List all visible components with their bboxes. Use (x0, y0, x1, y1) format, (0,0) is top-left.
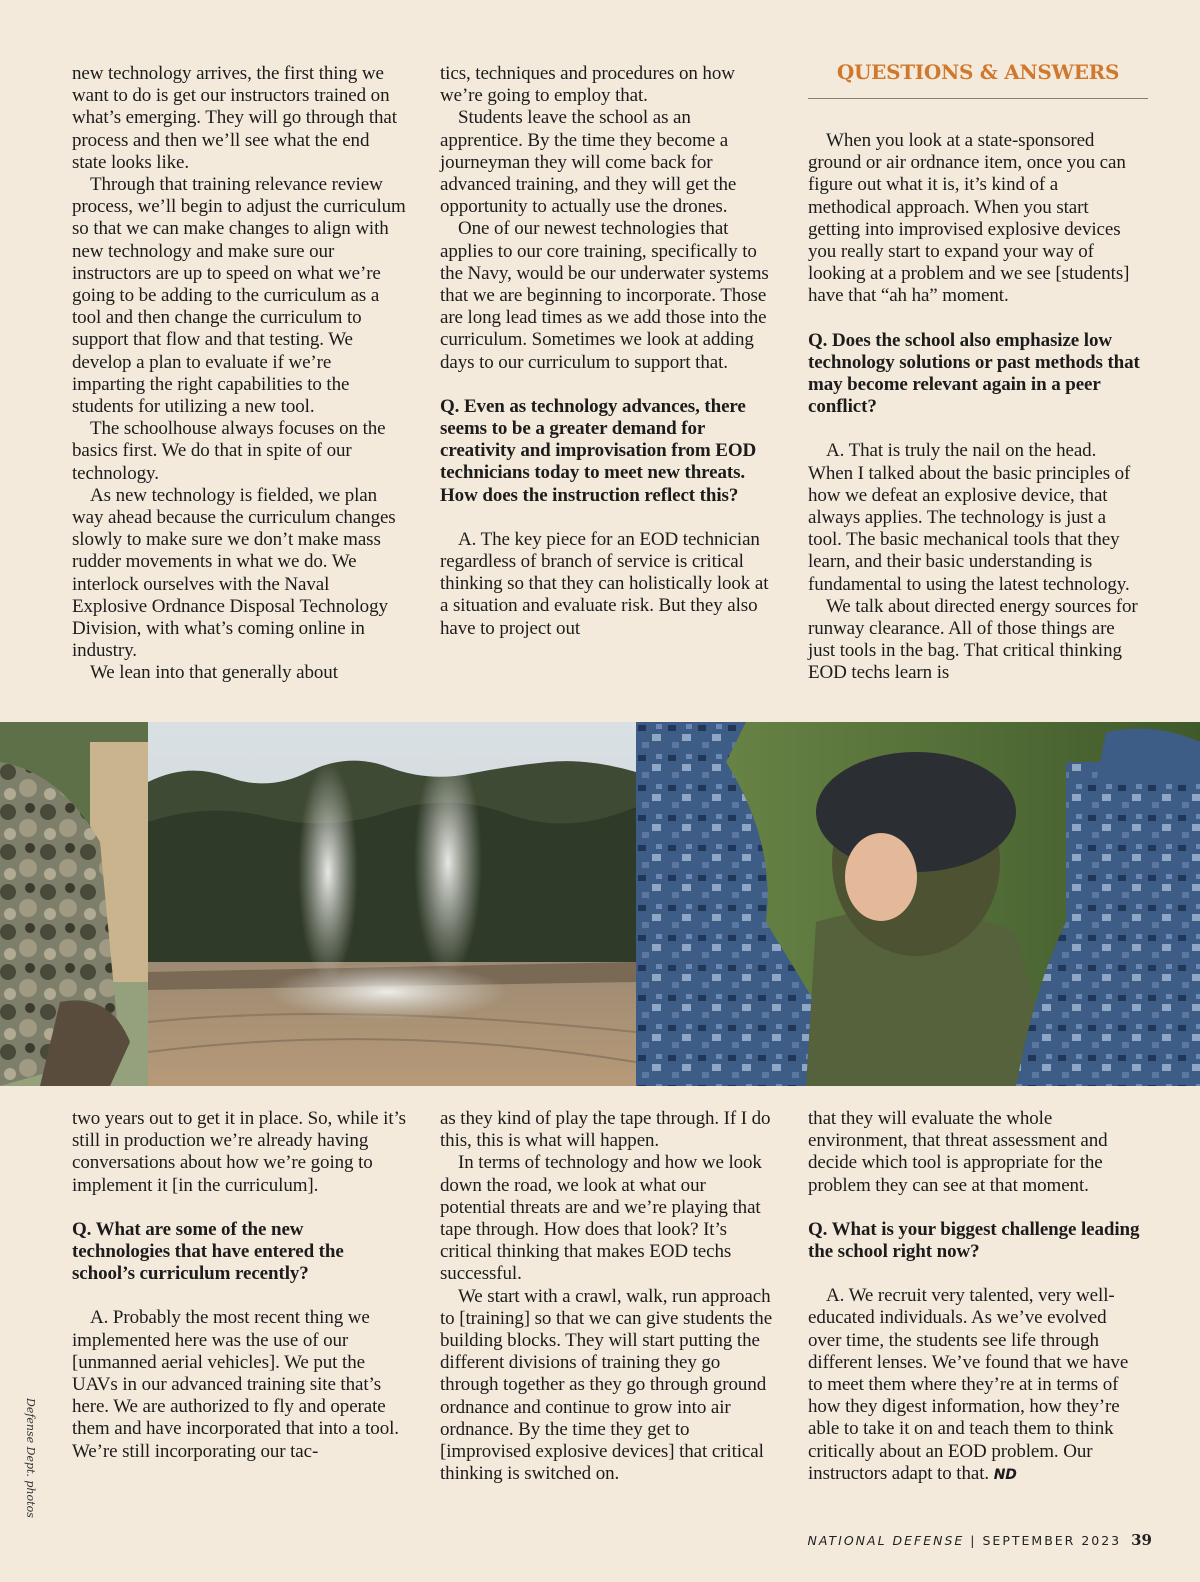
paragraph: Through that training relevance review process, we’ll begin to adjust the curriculum so that we can make changes to align with new technology and make sure our instructors are up to speed on what we’re going to be adding to the curriculum as a tool and then change the curriculum to support that flow and that testing. We develop a plan to evaluate if we’re imparting the right capabilities to the students for utilizing a new tool. (72, 174, 406, 418)
interview-answer (808, 1285, 1142, 1486)
paragraph: We start with a crawl, walk, run approach to [training] so that we can give students the building blocks. They will start putting the different divisions of training they go through together as they go through ground ordnance and continue to grow into air ordnance. By the time they get to [improvised explosive devices] that critical thinking is switched on. (440, 1285, 773, 1485)
paragraph: As new technology is fielded, we plan way ahead because the curriculum changes slowly to make sure we don’t make mass rudder movements in what we do. We interlock ourselves with the Naval Explosive Ordnance Disposal Technology Division, with what’s coming online in industry. (72, 484, 396, 662)
column-1-bottom (72, 1108, 406, 1463)
interview-question: Q. Does the school also emphasize low technology solutions or past methods that may become relevant again in a peer conflict? (808, 329, 1140, 418)
paragraph: We talk about directed energy sources for runway clearance. All of those things are just tools in the bag. That critical thinking EOD techs learn is (808, 595, 1138, 684)
paragraph: that they will evaluate the whole environment, that threat assessment and decide which tool is appropriate for the problem they can see at that moment. (808, 1108, 1108, 1196)
interview-question: Q. What are some of the new technologies that have entered the school’s curriculum recently? (72, 1218, 344, 1285)
paragraph: We lean into that generally about (90, 662, 338, 684)
photo-credit: Defense Dept. photos (24, 1398, 37, 1518)
interview-question: Q. What is your biggest challenge leading the school right now? (808, 1218, 1140, 1263)
paragraph: as they kind of play the tape through. If I do this, this is what will happen. (440, 1108, 771, 1152)
column-2-bottom (440, 1108, 774, 1485)
page-footer (808, 1531, 1152, 1549)
interview-question: Q. Even as technology advances, there seems to be a greater demand for creativity and improvisation from EOD technicians today to meet new threats. How does the instruction reflect this? (440, 395, 757, 506)
paragraph: Students leave the school as an apprentice. By the time they become a journeyman they will come back for advanced training, and they will get the opportunity to actually use the drones. (440, 107, 737, 218)
dust-explosion-photo (148, 722, 636, 1086)
paragraph: new technology arrives, the first thing we want to do is get our instructors trained on what’s emerging. They will go through that process and then we’ll see what the end state looks like. (72, 63, 397, 173)
paragraph: In terms of technology and how we look down the road, we look at what our potential threats are and we’re playing that tape through. How does that look? It’s critical thinking that makes EOD techs successful. (440, 1152, 762, 1285)
footer-separator: | (970, 1533, 977, 1548)
column-3-bottom (808, 1108, 1142, 1486)
interview-answer: A. The key piece for an EOD technician regardless of branch of service is critical thinking so that they can holistically look at a situation and evaluate risk. But they also have to project out (440, 528, 769, 639)
section-divider (808, 98, 1148, 99)
bomb-suit-helmet-photo (636, 722, 1200, 1086)
paragraph: When you look at a state-sponsored ground or air ordnance item, once you can figure out what it is, it’s kind of a methodical approach. When you start getting into improvised explosive devices you really start to expand your way of looking at a problem and we see [students] have that “ah ha” moment. (808, 130, 1130, 307)
paragraph: The schoolhouse always focuses on the basics first. We do that in spite of our technology. (72, 418, 386, 484)
column-1-top (72, 63, 406, 685)
publication-name: NATIONAL DEFENSE (807, 1533, 965, 1548)
camo-soldier-photo (0, 722, 148, 1086)
end-mark: ND (993, 1466, 1017, 1483)
paragraph: tics, techniques and procedures on how we’re going to employ that. (440, 63, 735, 107)
interview-answer: A. That is truly the nail on the head. When I talked about the basic principles of how we defeat an explosive device, that always applies. The technology is just a tool. The basic mechanical tools that they learn, and their basic understanding is fundamental to using the latest technology. (808, 440, 1131, 595)
section-title: QUESTIONS & ANSWERS (836, 60, 1120, 84)
interview-answer: A. Probably the most recent thing we implemented here was the use of our [unmanned aerial vehicles]. We put the UAVs in our advanced training site that’s here. We are authorized to fly and operate them and have incorporated that into a tool. We’re still incorporating our tac- (72, 1307, 399, 1462)
page-number: 39 (1131, 1531, 1152, 1549)
paragraph: One of our newest technologies that applies to our core training, specifically to the Navy, would be our underwater systems that we are beginning to incorporate. Those are long lead times as we add those into the curriculum. Sometimes we look at adding days to our curriculum to support that. (440, 218, 769, 373)
issue-date: SEPTEMBER 2023 (982, 1533, 1122, 1548)
paragraph: two years out to get it in place. So, while it’s still in production we’re already having conversations about how we’re going to implement it [in the curriculum]. (72, 1108, 406, 1196)
column-2-top (440, 63, 774, 640)
answer-text: A. We recruit very talented, very well-educated individuals. As we’ve evolved over time, the students see life through different lenses. We’ve found that we have to meet them where they’re at in terms of how they digest information, how they’re able to take it on and teach them to think critically about an EOD problem. Our instructors adapt to that. (808, 1285, 1129, 1484)
column-3-top (808, 130, 1142, 685)
